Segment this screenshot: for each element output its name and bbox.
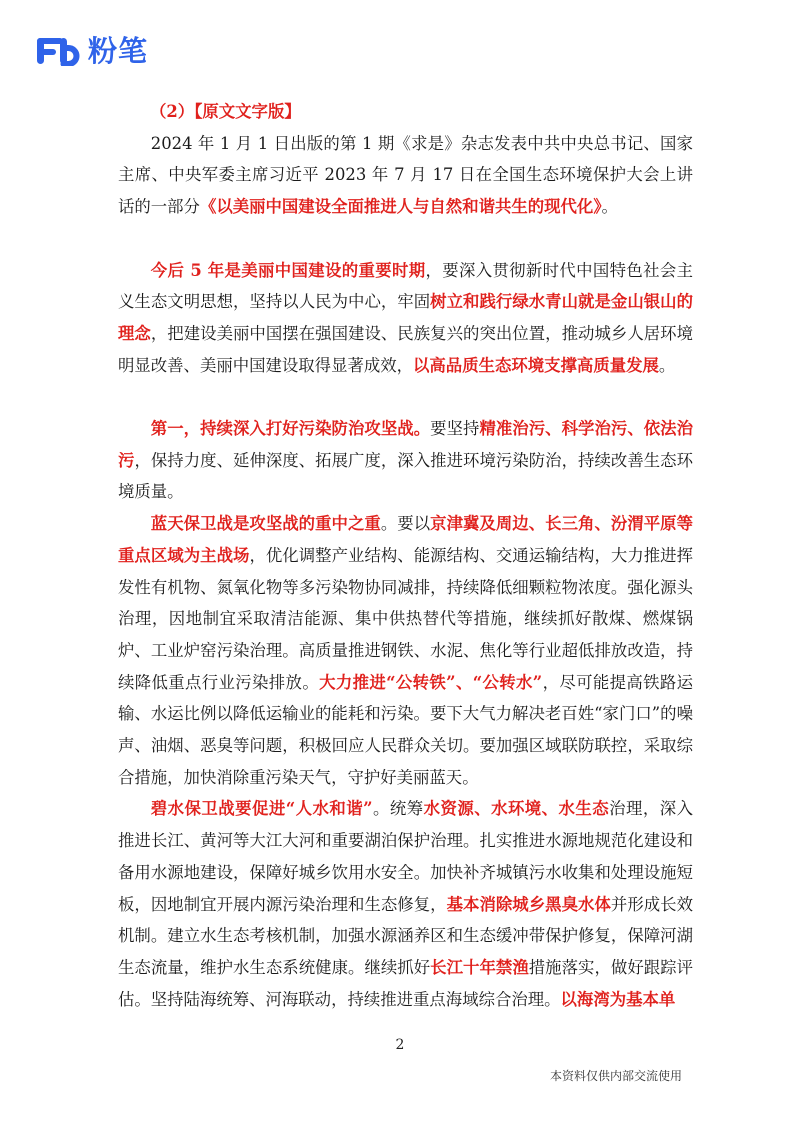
body-text: 。: [658, 355, 676, 375]
body-text: ，把建设美丽中国摆在强国建设、民族复兴的突出位置，推动城乡人居环境明显改善、美丽中国建设取得显著成效，: [118, 323, 693, 375]
body-text: 。要以: [380, 514, 431, 534]
emphasis-text: 《以美丽中国建设全面推进人与自然和谐共生的现代化》: [199, 197, 602, 217]
body-text: ，优化调整产业结构、能源结构、交通运输结构，大力推进挥发性有机物、氮氧化物等多污染物协同减排，持续降低细颗粒物浓度。强化源头治理，因地制宜采取清洁能源、集中供热替代等措施，继续抓好散煤、燃煤锅炉、工业炉窑污染治理。高质量推进钢铁、水泥、焦化等行业超低排放改造，持续降低重点行业污染排放。: [118, 545, 693, 692]
body-paragraph: [118, 413, 693, 508]
body-text: 2024 年 1 月 1 日出版的第 1 期《求是》杂志发表中共中央总书记、国家主席、中央军委主席习近平 2023 年 7 月 17 日在全国生态环境保护大会上讲话的一部分: [118, 133, 693, 217]
body-paragraph: [118, 508, 693, 793]
emphasis-text: 碧水保卫战要促进“人水和谐”: [150, 799, 373, 819]
body-text: 措施落实，做好跟踪评估。坚持陆海统筹、河海联动，持续推进重点海域综合治理。: [118, 957, 694, 1009]
body-text: 。统筹: [372, 799, 424, 819]
body-text: 。: [601, 197, 618, 217]
emphasis-text: 水资源、水环境、水生态: [423, 799, 610, 819]
emphasis-text: 基本消除城乡黑臭水体: [446, 894, 611, 914]
body-text: 要坚持: [430, 419, 480, 438]
body-text: ，要深入贯彻新时代中国特色社会主义生态文明思想，坚持以人民为中心，牢固: [118, 260, 693, 312]
emphasis-text: 精准治污、科学治污、依法治污: [118, 419, 694, 470]
body-text: ，尽可能提高铁路运输、水运比例以降低运输业的能耗和污染。要下大气力解决老百姓“家门口”的噪声、油烟、恶臭等问题，积极回应人民群众关切。要加强区域联防联控，采取综合措施，加快消除重污染天气，守护好美丽蓝天。: [118, 672, 694, 787]
body-text: 治理，深入推进长江、黄河等大江大河和重要湖泊保护治理。扎实推进水源地规范化建设和备用水源地建设，保障好城乡饮用水安全。加快补齐城镇污水收集和处理设施短板，因地制宜开展内源污染治理和生态修复，: [118, 799, 694, 914]
paragraph-gap: [118, 381, 693, 413]
emphasis-text: 京津冀及周边、长三角、汾渭平原等重点区域为主战场: [118, 514, 694, 565]
emphasis-text: 树立和践行绿水青山就是金山银山的理念: [118, 292, 694, 343]
body-text: 并形成长效机制。建立水生态考核机制，加强水源涵养区和生态缓冲带保护修复，保障河湖生态流量，维护水生态系统健康。继续抓好: [118, 894, 693, 977]
logo-text: 粉笔: [88, 34, 149, 68]
paragraph-list: [118, 128, 693, 1016]
emphasis-text: 以高品质生态环境支撑高质量发展: [413, 355, 659, 375]
body-text: ，保持力度、延伸深度、拓展广度，深入推进环境污染防治，持续改善生态环境质量。: [118, 450, 694, 502]
page-number: 2: [395, 1037, 405, 1053]
body-paragraph: [118, 793, 693, 1015]
body-paragraph: [118, 255, 693, 382]
document-body: [118, 96, 693, 1015]
emphasis-text: 蓝天保卫战是攻坚战的重中之重: [150, 514, 381, 534]
emphasis-text: 今后 5 年是美丽中国建设的重要时期: [150, 260, 426, 280]
brand-logo: [36, 34, 148, 68]
paragraph-gap: [118, 223, 693, 255]
emphasis-text: 大力推进“公转铁”、“公转水”: [319, 672, 543, 692]
emphasis-text: 第一，持续深入打好污染防治攻坚战。: [150, 419, 431, 438]
emphasis-text: 以海湾为基本单: [560, 989, 676, 1009]
fb-logo-icon: [36, 36, 82, 66]
footer-note: 本资料仅供内部交流使用: [549, 1069, 682, 1083]
emphasis-text: 长江十年禁渔: [430, 957, 529, 977]
body-paragraph: [118, 128, 693, 223]
section-heading: （2）【原文文字版】: [150, 102, 301, 121]
